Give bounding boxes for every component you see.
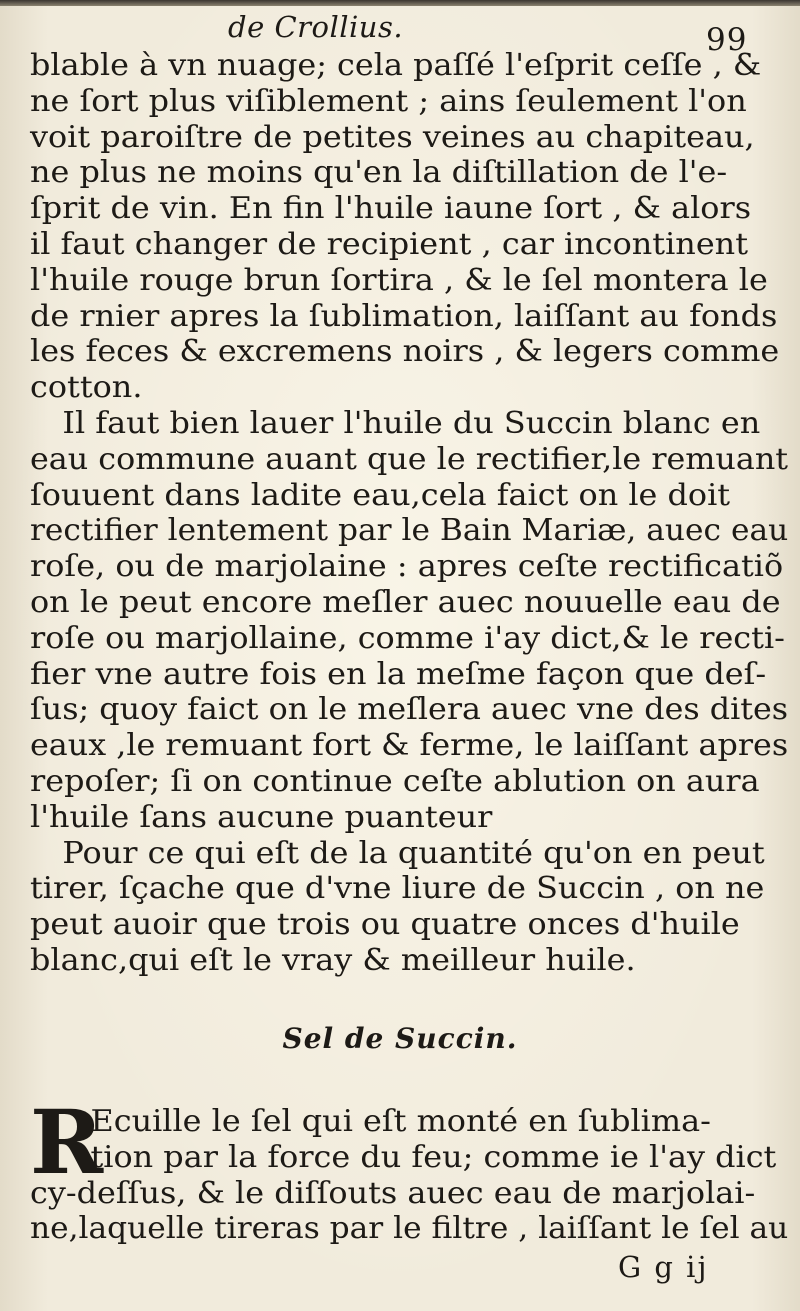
text-line: Ecuille le ſel qui eſt monté en ſublima- [90, 1104, 711, 1138]
text-line: les feces & excremens noirs , & legers comme [30, 334, 780, 369]
text-line: ſus; quoy faict on le meſlera auec vne des dites [30, 692, 789, 727]
text-line: voit paroiſtre de petites veines au chapiteau, [30, 119, 755, 154]
page-number: 99 [706, 22, 748, 58]
text-line: blable à vn nuage; cela paſſé l'eſprit ceſſe , & [30, 48, 762, 82]
text-line: Il faut bien lauer l'huile du Succin blanc en [62, 405, 761, 440]
running-title: de Crollius. [228, 10, 404, 44]
text-line: ne,laquelle tireras par le filtre , laiſſant le ſel au [30, 1211, 789, 1246]
text-line: rectifier lentement par le Bain Mariæ, auec eau [30, 513, 789, 548]
text-line: il faut changer de recipient , car incontinent [30, 226, 749, 261]
text-line: tion par la force du feu; comme ie l'ay dict [90, 1139, 777, 1174]
text-line: Pour ce qui eſt de la quantité qu'on en peut [62, 835, 765, 870]
text-line: ne plus ne moins qu'en la diſtillation de l'e- [30, 155, 728, 190]
text-line: l'huile ſans aucune puanteur [30, 799, 493, 834]
text-line: ne ſort plus viſiblement ; ains ſeulement l'on [30, 83, 747, 118]
text-line: tirer, ſçache que d'vne liure de Succin , on ne [30, 871, 765, 906]
section-body [30, 1090, 800, 1247]
section-heading: Sel de Succin. [282, 1022, 518, 1055]
text-line: on le peut encore meſler auec nouuelle eau de [30, 584, 781, 619]
signature-mark: G g ij [618, 1250, 709, 1284]
drop-cap: R [30, 1090, 104, 1194]
text-line: roſe, ou de marjolaine : apres ceſte rectificatiõ [30, 549, 784, 584]
text-line: cy-deſſus, & le diſſouts auec eau de marjolai- [30, 1175, 756, 1210]
text-line: eaux ,le remuant fort & ferme, le laiſſant apres [30, 728, 789, 763]
text-line: cotton. [30, 370, 143, 405]
body-text [30, 48, 800, 979]
running-head [0, 10, 800, 58]
text-line: ſprit de vin. En fin l'huile iaune ſort , & alors [30, 191, 752, 226]
text-line: blanc,qui eſt le vray & meilleur huile. [30, 942, 636, 977]
text-line: peut auoir que trois ou quatre onces d'huile [30, 907, 740, 942]
text-line: fier vne autre fois en la meſme façon que deſ- [30, 656, 767, 691]
text-line: l'huile rouge brun ſortira , & le ſel montera le [30, 262, 768, 297]
text-line: eau commune auant que le rectifier,le remuant [30, 441, 789, 476]
text-line: repoſer; ſi on continue ceſte ablution on aura [30, 763, 760, 798]
page-top-edge [0, 0, 800, 6]
text-line: roſe ou marjollaine, comme i'ay dict,& le recti- [30, 620, 785, 655]
text-line: ſouuent dans ladite eau,cela faict on le doit [30, 477, 731, 512]
text-line: de rnier apres la ſublimation, laiſſant au fonds [30, 298, 778, 333]
